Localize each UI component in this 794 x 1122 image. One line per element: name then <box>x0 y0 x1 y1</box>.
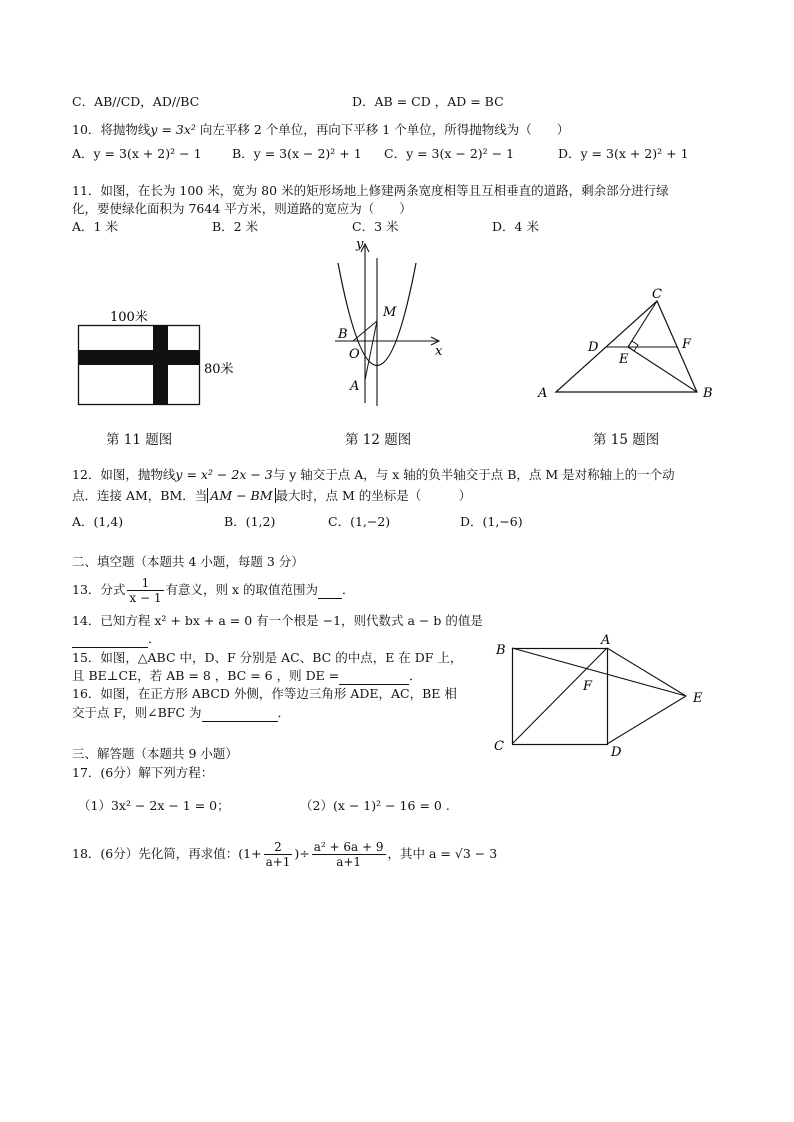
q13-numerator: 1 <box>127 576 163 591</box>
fig12-label-o: O <box>349 347 360 362</box>
q14-line-1: 14．已知方程 x² + bx + a = 0 有一个根是 −1，则代数式 a − b 的值是 <box>72 613 483 628</box>
fig12-label-a: A <box>350 379 360 394</box>
q18-fraction-1-numerator: 2 <box>264 840 293 855</box>
fig12-label-m: M <box>383 305 397 320</box>
q16-line2-a: 交于点 F，则∠BFC 为 <box>72 705 202 720</box>
q18-mid: )÷ <box>294 846 310 861</box>
q15-line-2 <box>72 667 422 685</box>
q14-line-2 <box>72 630 161 648</box>
q12-option-d: D．(1,−6) <box>460 514 523 529</box>
fig12-caption: 第 12 题图 <box>345 432 412 448</box>
q18-fraction-1-denominator: a+1 <box>265 855 291 869</box>
q12-option-a: A．(1,4) <box>72 514 124 529</box>
q11-option-c: C．3 米 <box>352 219 399 234</box>
q15-line2-a: 且 BE⊥CE，若 AB = 8 ，BC = 6 ，则 DE = <box>72 668 340 683</box>
q18-fraction-2-denominator: a+1 <box>336 855 362 869</box>
q14-end: ． <box>148 631 161 646</box>
fig16-segment-ae <box>607 648 686 696</box>
fig16-label-f: F <box>583 679 593 694</box>
q13-answer-blank <box>318 581 342 599</box>
q12-line1-b: 与 y 轴交于点 A，与 x 轴的负半轴交于点 B，点 M 是对称轴上的一个动 <box>272 467 675 482</box>
figure-11 <box>70 300 234 415</box>
fig12-label-x: x <box>435 344 443 359</box>
figure-16 <box>490 632 720 762</box>
q12-line2-b: 最大时，点 M 的坐标是（ ） <box>275 488 472 503</box>
q10-option-c: C．y = 3(x − 2)² − 1 <box>384 146 515 161</box>
fig12-label-b: B <box>338 327 348 342</box>
figure-12 <box>330 238 450 408</box>
q16-line-2 <box>72 704 290 722</box>
fig12-label-y: y <box>356 237 364 252</box>
q14-answer-blank <box>72 630 148 648</box>
q12-line-2 <box>72 487 471 504</box>
fig11-caption: 第 11 题图 <box>106 432 173 448</box>
q18-fraction-1 <box>264 840 293 869</box>
fig15-label-b: B <box>703 386 713 401</box>
q12-absolute-expression: AM − BM <box>207 488 275 503</box>
q11-option-d: D．4 米 <box>492 219 539 234</box>
q13-a: 13．分式 <box>72 582 126 597</box>
fig15-label-e: E <box>619 352 629 367</box>
q16-end: ． <box>277 705 291 720</box>
fig11-vertical-road <box>153 326 168 404</box>
q12-equation: y = x² − 2x − 3 <box>175 467 273 482</box>
q10-stem-equation: y = 3x² <box>150 122 200 137</box>
fig11-horizontal-road <box>79 350 199 365</box>
fig16-segment-de <box>607 696 686 744</box>
section-3-heading: 三、解答题（本题共 9 小题） <box>72 746 238 761</box>
q10-stem-b: 向左平移 2 个单位，再向下平移 1 个单位，所得抛物线为（ ） <box>199 122 570 137</box>
q12-line-1 <box>72 466 675 483</box>
q12-option-c: C．(1,−2) <box>328 514 391 529</box>
q10-stem <box>72 121 569 138</box>
q16-answer-blank <box>202 704 278 722</box>
fig11-top-label: 100米 <box>110 310 148 325</box>
fig15-label-f: F <box>682 337 692 352</box>
q13-end: ． <box>342 582 355 597</box>
fig16-label-a: A <box>601 633 611 648</box>
q9-option-d: D．AB = CD ，AD = BC <box>352 94 504 109</box>
q13 <box>72 576 355 605</box>
q11-option-b: B．2 米 <box>212 219 259 234</box>
q17-part-2: （2）(x − 1)² − 16 = 0 . <box>300 798 450 813</box>
section-2-heading: 二、填空题（本题共 4 小题，每题 3 分） <box>72 554 304 569</box>
q18-b: ，其中 a = √3 − 3 <box>387 846 498 861</box>
q15-end: ． <box>409 668 422 683</box>
q18-fraction-2-numerator: a² + 6a + 9 <box>313 840 384 854</box>
q11-line-1: 11．如图，在长为 100 米，宽为 80 米的矩形场地上修建两条宽度相等且互相垂直的道路，剩余部分进行绿 <box>72 183 669 198</box>
q18-open: (1+ <box>238 846 262 861</box>
q13-fraction <box>127 576 163 605</box>
fig15-caption: 第 15 题图 <box>593 432 660 448</box>
fig15-label-d: D <box>588 340 599 355</box>
q13-denominator: x − 1 <box>129 591 162 605</box>
q16-line-1: 16．如图，在正方形 ABCD 外侧，作等边三角形 ADE，AC，BE 相 <box>72 686 457 701</box>
fig16-label-c: C <box>494 739 504 754</box>
q10-stem-a: 10．将抛物线 <box>72 122 151 137</box>
q18 <box>72 840 497 869</box>
q11-line-2: 化，要使绿化面积为 7644 平方米，则道路的宽应为（ ） <box>72 201 412 216</box>
figure-15 <box>530 280 730 410</box>
q17-stem: 17．(6分）解下列方程： <box>72 765 214 780</box>
fig15-label-a: A <box>538 386 548 401</box>
fig15-label-c: C <box>652 287 662 302</box>
fig16-segment-ac <box>512 648 607 744</box>
q13-b: 有意义，则 x 的取值范围为 <box>165 582 318 597</box>
q9-option-c: C．AB//CD，AD//BC <box>72 94 200 109</box>
q12-line2-a: 点．连接 AM，BM．当 <box>72 488 208 503</box>
fig16-square-abcd <box>513 649 608 745</box>
q10-option-a: A．y = 3(x + 2)² − 1 <box>72 146 202 161</box>
q10-option-b: B．y = 3(x − 2)² + 1 <box>232 146 362 161</box>
q18-a: 18．(6分）先化简，再求值： <box>72 846 239 861</box>
fig11-side-label: 80米 <box>204 362 234 377</box>
q18-fraction-2 <box>312 840 386 869</box>
q12-line1-a: 12．如图，抛物线 <box>72 467 176 482</box>
q17-part-1: （1）3x² − 2x − 1 = 0； <box>78 798 230 813</box>
q11-option-a: A．1 米 <box>72 219 118 234</box>
q15-answer-blank <box>339 667 409 685</box>
fig16-segment-be <box>512 648 686 696</box>
fig16-label-e: E <box>693 691 703 706</box>
q12-option-b: B．(1,2) <box>224 514 276 529</box>
fig15-right-angle-mark <box>628 341 638 351</box>
fig16-label-b: B <box>496 643 506 658</box>
q15-line-1: 15．如图，△ABC 中，D、F 分别是 AC、BC 的中点，E 在 DF 上， <box>72 650 463 665</box>
q10-option-d: D．y = 3(x + 2)² + 1 <box>558 146 689 161</box>
fig16-label-d: D <box>611 745 622 760</box>
